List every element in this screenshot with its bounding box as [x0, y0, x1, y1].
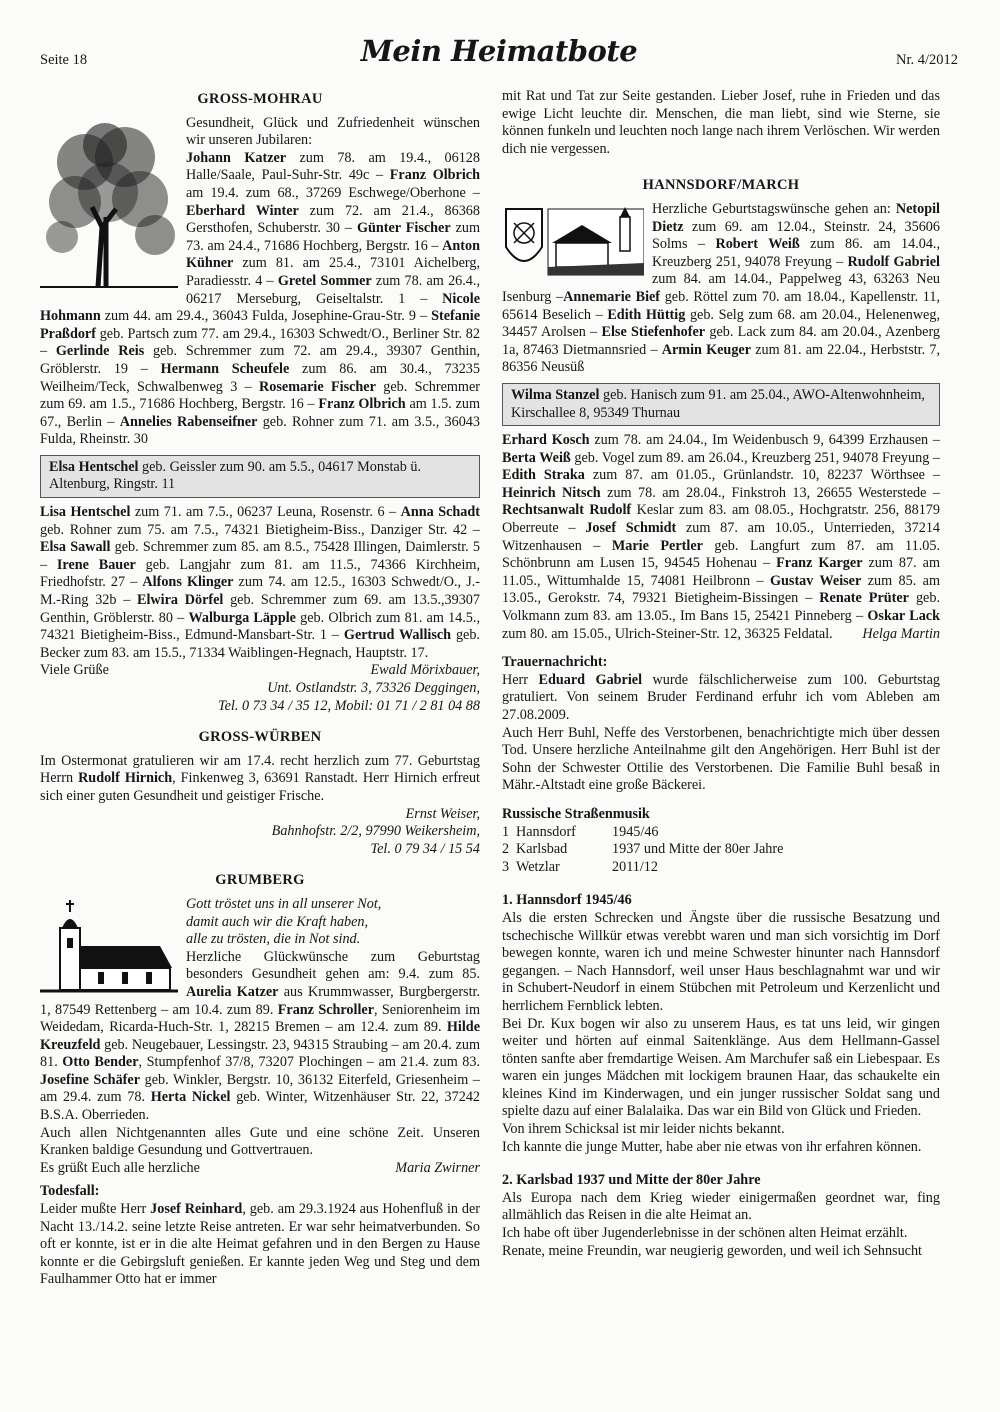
person-name: Marie Pertler — [611, 537, 703, 554]
person-name: Eduard Gabriel — [538, 671, 643, 688]
person-name: Stefanie Praßdorf — [40, 308, 480, 342]
person-name: Annemarie Bief — [563, 288, 661, 305]
poem-line: damit auch wir die Kraft haben, — [186, 913, 369, 930]
person-name: Josefine Schäfer — [40, 1071, 140, 1088]
person-name: Rosemarie Fischer — [259, 378, 376, 395]
section-2-paragraph: Als Europa nach dem Krieg wieder einigermaßen geordnet war, fing allmählich das Reisen in die alte Heimat an. — [502, 1189, 940, 1224]
table-row: 1 Hannsdorf 1945/46 — [502, 823, 659, 840]
table-row: 3 Wetzlar 2011/12 — [502, 858, 658, 875]
left-column — [40, 87, 480, 1289]
person-name: Elsa Hentschel — [49, 458, 139, 475]
person-name: Herta Nickel — [150, 1089, 231, 1106]
person-name: Gretel Sommer — [277, 272, 372, 289]
signature-phone: Tel. 0 79 34 / 15 54 — [370, 840, 480, 857]
person-name: Hilde Kreuzfeld — [40, 1019, 480, 1053]
coat-of-arms-and-town-illustration — [502, 203, 644, 279]
section-1-paragraph: Als die ersten Schrecken und Ängste über die russische Besatzung und tschechische Willkür etwas verebbt waren und man sich vorsichtig im Dorf bewegen konnte, waren ich und meine Schwester hinunter nach Hannsdorf gegangen. – Nach Hannsdorf, weil unser Haus beschlagnahmt war und wir in Schubert-Neudorf in einem Stübchen mit Petroleum und Kerzenlicht und herrlichem Fernblick lebten. — [502, 909, 940, 1014]
person-name: Franz Olbrich — [318, 396, 406, 413]
section-1-title: 1. Hannsdorf 1945/46 — [502, 892, 632, 909]
person-name: Armin Keuger — [661, 341, 752, 358]
highlight-box-elsa-hentschel: Elsa Hentschel geb. Geissler zum 90. am 5.5., 04617 Monstab ü. Altenburg, Ringstr. 11 — [40, 455, 480, 498]
signature-address: Bahnhofstr. 2/2, 97990 Weikersheim, — [271, 823, 480, 840]
section-title-gross-mohrau: GROSS-MOHRAU — [197, 91, 323, 107]
signature-name: Maria Zwirner — [395, 1159, 480, 1176]
person-name: Rudolf Gabriel — [847, 253, 940, 270]
person-name: Berta Weiß — [502, 449, 571, 466]
person-name: Edith Hüttig — [607, 306, 686, 323]
musik-table — [502, 824, 783, 877]
person-name: Annelies Rabenseifner — [119, 413, 258, 430]
person-name: Oskar Lack — [867, 608, 940, 625]
page-header — [40, 34, 958, 86]
person-name: Netopil Dietz — [652, 200, 940, 235]
poem-line: alle zu trösten, die in Not sind. — [186, 931, 361, 948]
grumberg-wishes: Auch allen Nichtgenannten alles Gute und eine schöne Zeit. Unseren Kranken baldige Gesundung und Gottvertrauen. — [40, 1124, 480, 1159]
signature-name: Helga Martin — [862, 625, 940, 642]
section-2-paragraph: Ich habe oft über Jugenderlebnisse in der schönen alten Heimat erzählt. — [502, 1225, 908, 1242]
person-name: Walburga Läpple — [188, 609, 296, 626]
issue-number: Nr. 4/2012 — [895, 52, 958, 68]
gross-mohrau-birthdays-2: Lisa Hentschel zum 71. am 7.5., 06237 Leuna, Rosenstr. 6 – Anna Schadt geb. Rohner zum 75. am 7.5., 74321 Bietigheim-Biss., Danziger Str. 42 – Elsa Sawall geb. Schremmer zum 85. am 8.5., 75428 Illingen, Daimlerstr. 5 – Irene Bauer geb. Langjahr zum 81. am 11.5., 74366 Kirchheim, Friedhofstr. 27 – Alfons Klinger zum 74. am 12.5., 16303 Schwedt/O., J.-M.-Ring 32b – Elwira Dörfel geb. Schremmer zum 69. am 13.5.,39307 Genthin, Gröblerstr. 80 – Walburga Läpple geb. Olbrich zum 81. am 14.5., 74321 Bietigheim-Biss., Edmund-Mansbart-Str. 1 – Gertrud Wallisch geb. Becker zum 83. am 15.5., 71334 Waiblingen-Hegnach, Hauptstr. 17. — [40, 504, 481, 661]
death-notice-continued: mit Rat und Tat zur Seite gestanden. Lieber Josef, ruhe in Frieden und das ewige Licht leuchte dir. Menschen, die man liebt, sind wie Sterne, sie können funkeln und leuchten noch lange nach ihrem Verlöschen. Wir werden dich nie vergessen. — [502, 88, 940, 157]
person-name: Elsa Sawall — [40, 539, 111, 556]
grumberg-birthdays: Herzliche Glückwünsche zum Geburtstag besonders Gesundheit gehen am: 9.4. zum 85. Aurelia Katzer aus Krummwasser, Burgbergerstr. 1, 87549 Rettenberg – am 10.4. zum 89. Franz Schroller, Seniorenheim im Weidedam, Ricarda-Huch-Str. 1, 28215 Bremen – am 12.4. zum 89. Hilde Kreuzfeld geb. Neugebauer, Lessingstr. 23, 94315 Straubing – am 20.4. zum 81. Otto Bender, Stumpfenhof 37/8, 73207 Plochingen – am 21.4. zum 83. Josefine Schäfer geb. Winkler, Bergstr. 10, 36132 Eiterfeld, Griesenheim – am 29.4. zum 78. Herta Nickel geb. Winter, Witzenhäuser Str. 22, 37242 B.S.A. Oberrieden. — [40, 948, 481, 1124]
gross-mohrau-birthdays: Johann Katzer zum 78. am 19.4., 06128 Halle/Saale, Paul-Suhr-Str. 49c – Franz Olbrich am 19.4. zum 68., 37269 Eschwege/Oberhone – Eberhard Winter zum 72. am 21.4., 86368 Gersthofen, Schuberstr. 30 – Günter Fischer zum 73. am 24.4., 71686 Hochberg, Bergstr. 16 – Anton Kühner zum 81. am 25.4., 73101 Aichelberg, Paradiesstr. 4 – Gretel Sommer zum 78. am 26.4., 06217 Merseburg, Geiseltalstr. 1 – Nicole Hohmann zum 44. am 29.4., 36043 Fulda, Josephine-Grau-Str. 9 – Stefanie Praßdorf geb. Partsch zum 77. am 29.4., 16303 Schwedt/O., Berliner Str. 82 – Gerlinde Reis geb. Schremmer zum 72. am 29.4., 39307 Genthin, Gröblerstr. 19 – Hermann Scheufele zum 86. am 30.4., 73235 Weilheim/Teck, Schwalbenweg 3 – Rosemarie Fischer geb. Schremmer zum 69. am 1.5., 71686 Hochberg, Bergstr. 16 – Franz Olbrich am 1.5. zum 67., Berlin – Annelies Rabenseifner geb. Rohner zum 71. am 3.5., 36043 Fulda, Rheinstr. 30 — [40, 149, 480, 448]
section-1-paragraph: Von ihrem Schicksal ist mir leider nichts bekannt. — [502, 1121, 785, 1138]
signature-name: Ewald Mörixbauer, — [370, 662, 480, 679]
person-name: Hermann Scheufele — [160, 360, 290, 377]
person-name: Else Stiefenhofer — [601, 324, 706, 341]
death-notice-title: Todesfall: — [40, 1183, 100, 1200]
hannsdorf-birthdays-2: Erhard Kosch zum 78. am 24.04., Im Weidenbusch 9, 64399 Erzhausen – Berta Weiß geb. Vogel zum 89. am 26.04., Kreuzberg 251, 94078 Freyung – Edith Straka zum 87. am 01.05., Grünlandstr. 10, 82237 Wörthsee – Heinrich Nitsch zum 78. am 28.04., Finkstroh 13, 26655 Westerstede – Rechtsanwalt Rudolf Keslar zum 83. am 08.05., Hochgratstr. 256, 88179 Oberreute – Josef Schmidt zum 87. am 10.05., Unterrieden, 37214 Witzenhausen – Marie Pertler geb. Langfurt zum 87. am 11.05. Schönbrunn am Lusen 15, 94545 Hohenau – Franz Karger zum 87. am 11.05., Wittumhalde 15, 74081 Heilbronn – Gustav Weiser zum 85. am 13.05., Gerokstr. 74, 79321 Bietigheim-Bissingen – Renate Prüter geb. Volkmann zum 83. am 13.05., Im Bans 15, 25421 Pinneberg – Oskar Lack zum 80. am 15.05., Ulrich-Steiner-Str. 12, 36325 Feldatal. — [502, 432, 941, 642]
person-name: Eberhard Winter — [186, 202, 299, 219]
highlight-box-wilma-stanzel: Wilma Stanzel geb. Hanisch zum 91. am 25.04., AWO-Altenwohnheim, Kirschallee 8, 95349 Thurnau — [502, 383, 940, 426]
gross-mohrau-intro: Gesundheit, Glück und Zufriedenheit wünschen wir unseren Jubilaren: — [186, 114, 480, 149]
person-name: Franz Olbrich — [389, 167, 480, 184]
person-name: Alfons Klinger — [142, 574, 234, 591]
trauer-text-2: Auch Herr Buhl, Neffe des Verstorbenen, benachrichtigte mich über dessen Tod. Unsere herzliche Anteilnahme gilt den Angehörigen. Herr Buhl ist der Sohn der Schwester Ottilie des Verstorbenen. Die Familie Buhl besaß in Mähr.-Altstadt eine große Bäckerei. — [502, 724, 940, 794]
death-notice-text: Leider mußte Herr Josef Reinhard, geb. am 29.3.1924 aus Hohenfluß in der Nacht 13./14.2. seine letzte Reise antreten. Er war sehr heimatverbunden. So oft er konnte, ist er in die alte Heimat gefahren und in den Bergen zu Hause konnte er die Gebirgsluft genießen. Er kannte jeden Weg und Steg und dem Faulhammer Otto hat er immer — [40, 1201, 480, 1288]
person-name: Irene Bauer — [56, 556, 136, 573]
person-name: Robert Weiß — [715, 236, 800, 253]
person-name: Josef Schmidt — [585, 520, 677, 537]
greeting: Es grüßt Euch alle herzliche — [40, 1159, 200, 1176]
masthead: Mein Heimatbote — [360, 34, 638, 68]
person-name: Franz Schroller — [277, 1001, 375, 1018]
trauer-title: Trauernachricht: — [502, 654, 608, 671]
person-name: Franz Karger — [776, 555, 863, 572]
section-2-title: 2. Karlsbad 1937 und Mitte der 80er Jahre — [502, 1172, 761, 1189]
gross-wuerben-text: Im Ostermonat gratulieren wir am 17.4. recht herzlich zum 77. Geburtstag Herrn Rudolf Hirnich, Finkenweg 3, 63691 Ranstadt. Herr Hirnich erfreut sich einer guten Gesundheit und geistiger Frische. — [40, 752, 480, 804]
person-name: Günter Fischer — [356, 220, 451, 237]
person-name: Josef Reinhard — [150, 1201, 243, 1218]
table-row: 2 Karlsbad 1937 und Mitte der 80er Jahre — [502, 841, 784, 858]
trauer-text: Herr Eduard Gabriel wurde fälschlicherweise zum 100. Geburtstag gratuliert. Von seinem Bruder Ferdinand erfuhr ich vom Ableben am 27.08.2009. — [502, 671, 940, 723]
person-name: Gertrud Wallisch — [343, 627, 452, 644]
signature-name: Ernst Weiser, — [405, 805, 480, 822]
section-title-hannsdorf: HANNSDORF/MARCH — [642, 177, 800, 194]
person-name: Heinrich Nitsch — [502, 484, 601, 501]
person-name: Anton Kühner — [186, 237, 480, 272]
signature-phone: Tel. 0 73 34 / 35 12, Mobil: 01 71 / 2 81 04 88 — [218, 697, 480, 714]
person-name: Wilma Stanzel — [511, 386, 600, 403]
section-title-gross-wuerben: GROSS-WÜRBEN — [198, 729, 322, 746]
person-name: Anna Schadt — [400, 504, 480, 521]
person-name: Rechtsanwalt Rudolf — [502, 502, 632, 519]
person-name: Rudolf Hirnich — [78, 770, 173, 787]
person-name: Nicole Hohmann — [40, 290, 480, 325]
greeting: Viele Grüße — [40, 662, 109, 679]
person-name: Erhard Kosch — [502, 432, 590, 449]
right-column — [502, 88, 940, 1260]
church-illustration — [40, 898, 178, 994]
section-1-paragraph: Bei Dr. Kux bogen wir also zu unserem Haus, es tat uns leid, wir gingen weiter und hörten auf einmal Saitenklänge. Aus dem Hellmann-Gassel tönten sanfte aber fremdartige Weisen. Am Marchufer saß ein Liebespaar. Es waren ein junges Mädchen mit lockigem braunen Haar, das schaukelte ein kleines Kind im Kinderwagen, und ein junger russischer Soldat sang und spielte dazu auf einer Balalaika. Das war ein Bild von Glück und Frieden. — [502, 1015, 940, 1120]
person-name: Lisa Hentschel — [40, 504, 131, 521]
person-name: Otto Bender — [62, 1054, 139, 1071]
person-name: Johann Katzer — [186, 149, 287, 166]
person-name: Gerlinde Reis — [55, 343, 145, 360]
section-1-paragraph: Ich kannte die junge Mutter, habe aber nie etwas von ihr erfahren können. — [502, 1138, 922, 1155]
section-title-grumberg: GRUMBERG — [215, 872, 305, 889]
signature-address: Unt. Ostlandstr. 3, 73326 Deggingen, — [267, 680, 480, 696]
person-name: Renate Prüter — [819, 590, 909, 607]
section-2-paragraph: Renate, meine Freundin, war neugierig geworden, und weil ich Sehnsucht — [502, 1242, 922, 1259]
tree-illustration — [40, 117, 178, 289]
person-name: Gustav Weiser — [770, 572, 862, 589]
hannsdorf-birthdays: Herzliche Geburtstagswünsche gehen an: Netopil Dietz zum 69. am 12.04., Steinstr. 24, 35606 Solms – Robert Weiß zum 86. am 14.04., Kreuzberg 251, 94078 Freyung – Rudolf Gabriel zum 84. am 14.04., Pappelweg 43, 63263 Neu Isenburg –Annemarie Bief geb. Röttel zum 70. am 18.04., Kapellenstr. 11, 65614 Beselich – Edith Hüttig geb. Selg zum 68. am 20.04., Helenenweg, 34457 Arolsen – Else Stiefenhofer geb. Lack zum 84. am 20.04., Azenberg 1a, 87463 Dietmannsried – Armin Keuger zum 81. am 22.04., Herbststr. 7, 86356 Neusüß — [502, 200, 941, 376]
person-name: Elwira Dörfel — [137, 592, 224, 609]
poem-line: Gott tröstet uns in all unserer Not, — [186, 895, 382, 912]
person-name: Edith Straka — [502, 467, 585, 484]
musik-title: Russische Straßenmusik — [502, 805, 650, 822]
person-name: Aurelia Katzer — [186, 983, 279, 1000]
page-number: Seite 18 — [40, 52, 88, 68]
